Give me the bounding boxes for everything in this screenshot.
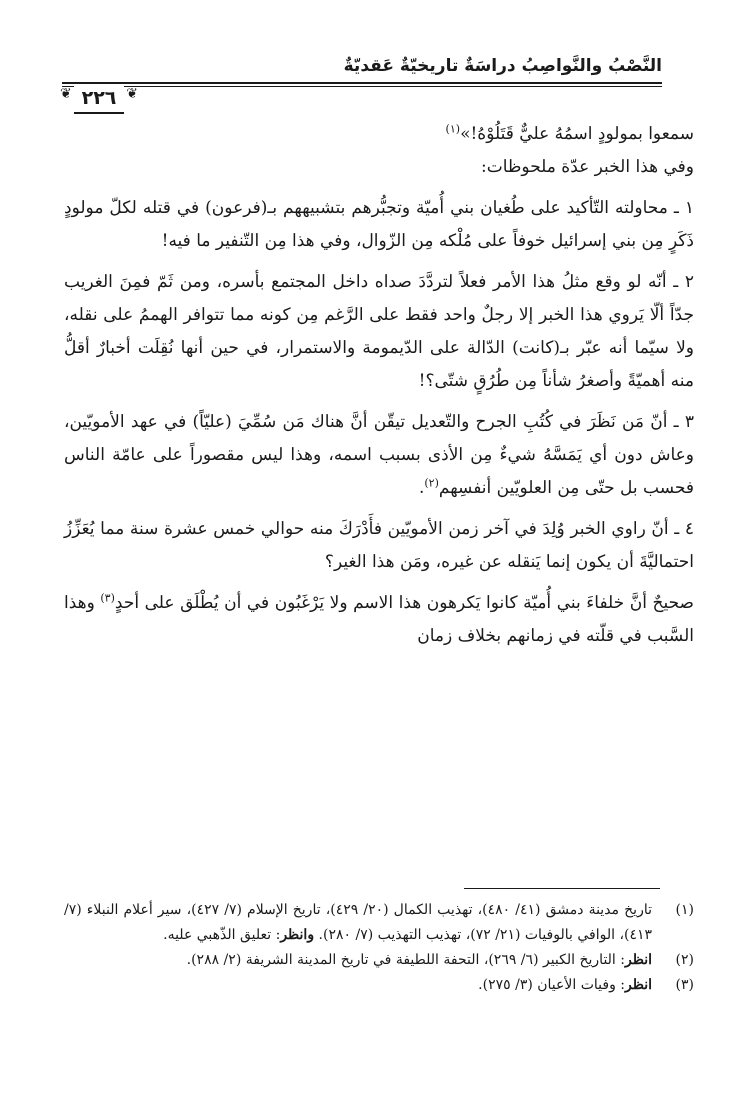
footnote-number: (١) bbox=[675, 902, 694, 918]
ornament-icon: ❦ bbox=[60, 86, 72, 102]
footnote-marker: (٣) bbox=[100, 591, 115, 605]
footnote-number: (٣) bbox=[675, 977, 694, 993]
paragraph: صحيحٌ أنَّ خلفاءَ بني أُميّة كانوا يَكرهون هذا الاسم ولا يَرْغَبُون في أن يُطْلَق على أحدٍ$^{(٣)}$ وهذا السَّبب في قلّته في زمانهم بخلاف زمان bbox=[64, 591, 694, 646]
header-rule-thin bbox=[62, 86, 662, 87]
paragraph: وفي هذا الخبر عدّة ملحوظات: bbox=[480, 157, 694, 177]
page-number: ٢٢٦ bbox=[74, 82, 124, 114]
book-title: النَّصْبُ والنَّواصِبُ دراسَةٌ تاريخيّةٌ عَقديّةٌ bbox=[343, 56, 662, 76]
ornament-icon: ❦ bbox=[126, 86, 138, 102]
footnote bbox=[64, 898, 694, 948]
footnote bbox=[64, 973, 694, 998]
paragraph: ٣ ـ أنّ مَن نَظَرَ في كُتُبِ الجرح والتّعديل تيقّن أنَّ هناك مَن سُمِّيَ (عليّاً) في عهد الأمويّين، وعاش دون أي يَمَسَّهُ شيءٌ مِن الأذى بسبب اسمه، وهذا ليس مقصوراً على عامّة الناس فحسب بل حتّى مِن العلويّين أنفسِهم$^{(٢)}$. bbox=[64, 412, 694, 498]
footnotes bbox=[64, 898, 694, 998]
paragraph: سمعوا بمولودٍ اسمُهُ عليٌّ قَتَلُوْهُ!»$^{(١)}$ bbox=[445, 122, 694, 144]
running-header bbox=[62, 52, 662, 114]
footnote-text: انظر: وفيات الأعيان (٣/ ٢٧٥). bbox=[478, 977, 652, 993]
header-rule bbox=[62, 82, 662, 84]
paragraph: ١ ـ محاولته التّأكيد على طُغيان بني أُميّة وتجبُّرهم بتشبيههم بـ(فرعون) في قتله لكلّ مولودٍ ذَكَرٍ مِن بني إسرائيل خوفاً على مُلْكه مِن الزّوال، وفي هذا مِن التّنفير ما فيه! bbox=[64, 198, 694, 251]
footnote-text: تاريخ مدينة دمشق (٤١/ ٤٨٠)، تهذيب الكمال (٢٠/ ٤٢٩)، تاريخ الإسلام (٧/ ٤٢٧)، سير أعلام النبلاء (٧/ ٤١٣)، الوافي بالوفيات (٢١/ ٧٢)، تهذيب التهذيب (٧/ ٢٨٠). وانظر: تعليق الذّهبي عليه. bbox=[64, 902, 652, 943]
paragraph: ٢ ـ أنّه لو وقع مثلُ هذا الأمر فعلاً لتردَّدَ صداه داخل المجتمع بأسره، ومن ثَمّ فمِنَ الغريب جدّاً ألّا يَروي هذا الخبر إلا رجلٌ واحد فقط على الرَّغم مِن كونه مما تتوافر الهممُ على نقله، ولا سيّما أنه عبّر بـ(كانت) الدّالة على الدّيمومة والاستمرار، في حين أنها نُقِلَت أخبارٌ أقلُّ منه أهميّةً وأصغرُ شأناً مِن طُرُقٍ شتّى؟! bbox=[64, 272, 694, 391]
footnote-text: انظر: التاريخ الكبير (٦/ ٢٦٩)، التحفة اللطيفة في تاريخ المدينة الشريفة (٢/ ٢٨٨). bbox=[186, 952, 652, 968]
footnote-separator bbox=[464, 888, 660, 889]
footnote bbox=[64, 948, 694, 973]
footnote-number: (٢) bbox=[675, 952, 694, 968]
main-text bbox=[64, 118, 694, 653]
page-number-box bbox=[62, 76, 136, 114]
footnote-marker: (١) bbox=[445, 122, 461, 136]
paragraph: ٤ ـ أنّ راوي الخبر وُلِدَ في آخر زمن الأمويّين فأَدْرَكَ منه حوالي خمس عشرة سنة مما يُعَزِّزُ احتماليَّةَ أن يكون إنما يَنقله عن غيره، ومَن هذا الغير؟ bbox=[64, 519, 694, 572]
footnote-marker: (٢) bbox=[424, 476, 439, 490]
